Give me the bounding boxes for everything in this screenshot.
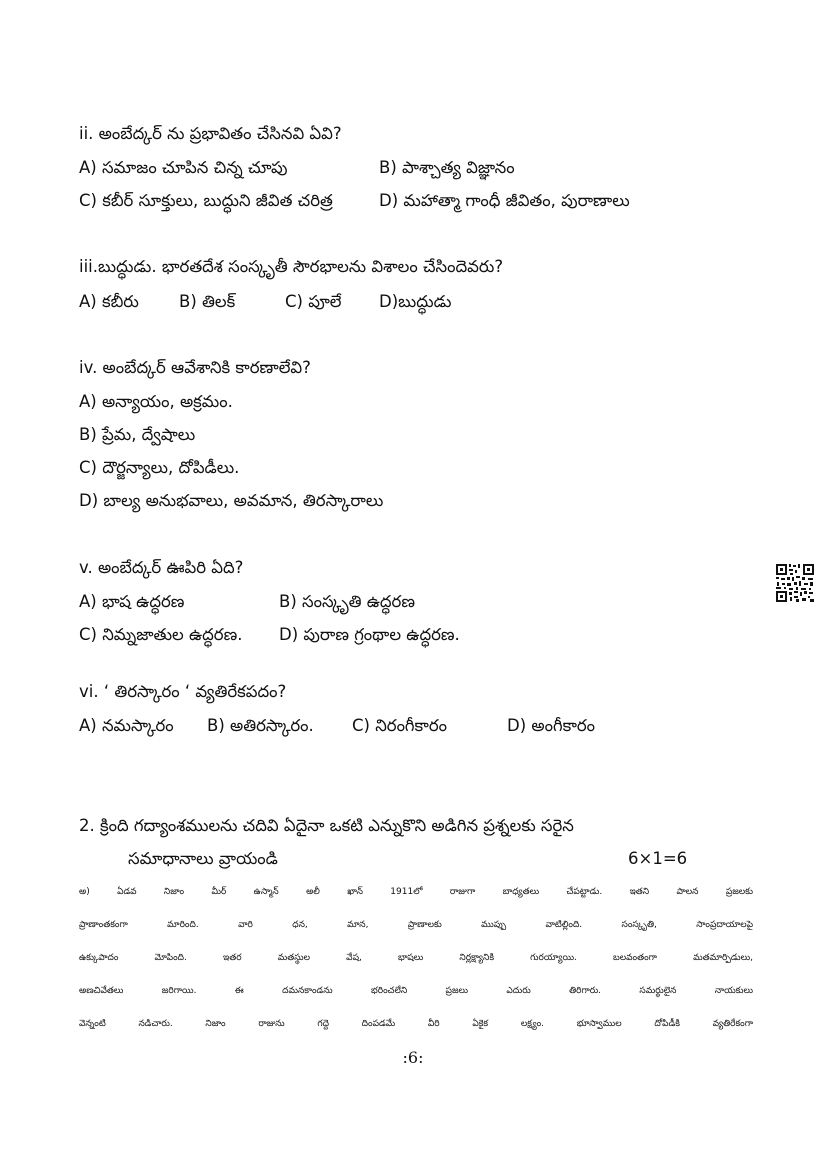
section-2-heading: 2. క్రింది గద్యాంశములను చదివి ఏదైనా ఒకటి ఎన్నుకొని అడిగిన ప్రశ్నలకు సరైన: [79, 816, 574, 835]
question-iii: iii.బుద్ధుడు. భారతదేశ సంస్కృతీ సౌరభాలను విశాలం చేసిందెవరు?: [79, 257, 504, 276]
question-ii-option-a: A) సమాజం చూపిన చిన్న చూపు: [79, 158, 288, 177]
question-vi-option-d: D) అంగీకారం: [507, 716, 596, 735]
question-v-option-b: B) సంస్కృతి ఉద్ధరణ: [279, 592, 415, 611]
question-ii-option-d: D) మహాత్మా గాంధీ జీవితం, పురాణాలు: [379, 191, 630, 210]
qr-code-icon: [775, 563, 815, 603]
question-v-option-d: D) పురాణ గ్రంథాల ఉద్ధరణ.: [279, 625, 460, 644]
question-vi-option-a: A) నమస్కారం: [79, 716, 174, 735]
question-v: v. అంబేద్కర్ ఊపిరి ఏది?: [79, 558, 244, 577]
passage-line: అణచివేతలు జరిగాయి. ఈ దమనకాండను భరించలేని ప్రజలు ఎదురు తిరిగారు. సమర్థులైన నాయకులు: [79, 986, 753, 996]
passage-line: అ) ఏడవ నిజాం మీర్ ఉస్మాన్ అలీ ఖాన్ 1911లో రాజుగా బాధ్యతలు చేపట్టాడు. ఇతని పాలన ప్రజలకు: [79, 887, 753, 897]
question-ii-option-b: B) పాశ్చాత్య విజ్ఞానం: [379, 158, 515, 177]
question-iii-option-d: D)బుద్ధుడు: [379, 292, 452, 311]
passage-line: ఉక్కుపాదం మోపింది. ఇతర మతస్థుల వేష, భాషలు నిర్లక్ష్యానికి గురయ్యాయి. బలవంతంగా మతమార్పిడులు,: [79, 953, 753, 963]
question-iii-option-b: B) తిలక్: [179, 292, 236, 311]
question-v-option-a: A) భాష ఉద్ధరణ: [79, 592, 185, 611]
section-2-heading-continued: సమాధానాలు వ్రాయండి: [128, 849, 278, 868]
question-iii-option-a: A) కబీరు: [79, 292, 139, 311]
question-iv-option-d: D) బాల్య అనుభవాలు, అవమాన, తిరస్కారాలు: [79, 491, 384, 510]
question-iv-option-b: B) ప్రేమ, ద్వేషాలు: [79, 425, 196, 444]
page-number: :6:: [402, 1048, 424, 1067]
passage-line: ప్రాణాంతకంగా మారింది. వారి ధన, మాన, ప్రాణాలకు ముప్పు వాటిల్లింది. సంస్కృతి, సాంప్రదాయాలపై: [79, 920, 753, 930]
question-v-option-c: C) నిమ్నజాతుల ఉద్ధరణ.: [79, 625, 243, 644]
question-ii: ii. అంబేద్కర్ ను ప్రభావితం చేసినవి ఏవి?: [79, 124, 342, 143]
question-vi: vi. ‘ తిరస్కారం ‘ వ్యతిరేకపదం?: [79, 682, 287, 701]
question-iv: iv. అంబేద్కర్ ఆవేశానికి కారణాలేవి?: [79, 358, 311, 377]
section-2-marks: 6×1=6: [628, 849, 688, 868]
question-vi-option-b: B) అతిరస్కారం.: [207, 716, 314, 735]
question-ii-option-c: C) కబీర్ సూక్తులు, బుద్ధుని జీవిత చరిత్ర: [79, 191, 333, 210]
question-iv-option-c: C) దౌర్జన్యాలు, దోపిడీలు.: [79, 458, 240, 477]
question-iv-option-a: A) అన్యాయం, అక్రమం.: [79, 392, 233, 411]
question-vi-option-c: C) నిరంగీకారం: [352, 716, 448, 735]
passage-line: వెన్నంటి నడిచారు. నిజాం రాజును గద్దె దింపడమే వీరి ఏకైక లక్ష్యం. భూస్వాముల దోపిడీకి వ్యతిరేకంగా: [79, 1019, 753, 1029]
question-iii-option-c: C) పూలే: [285, 292, 342, 311]
